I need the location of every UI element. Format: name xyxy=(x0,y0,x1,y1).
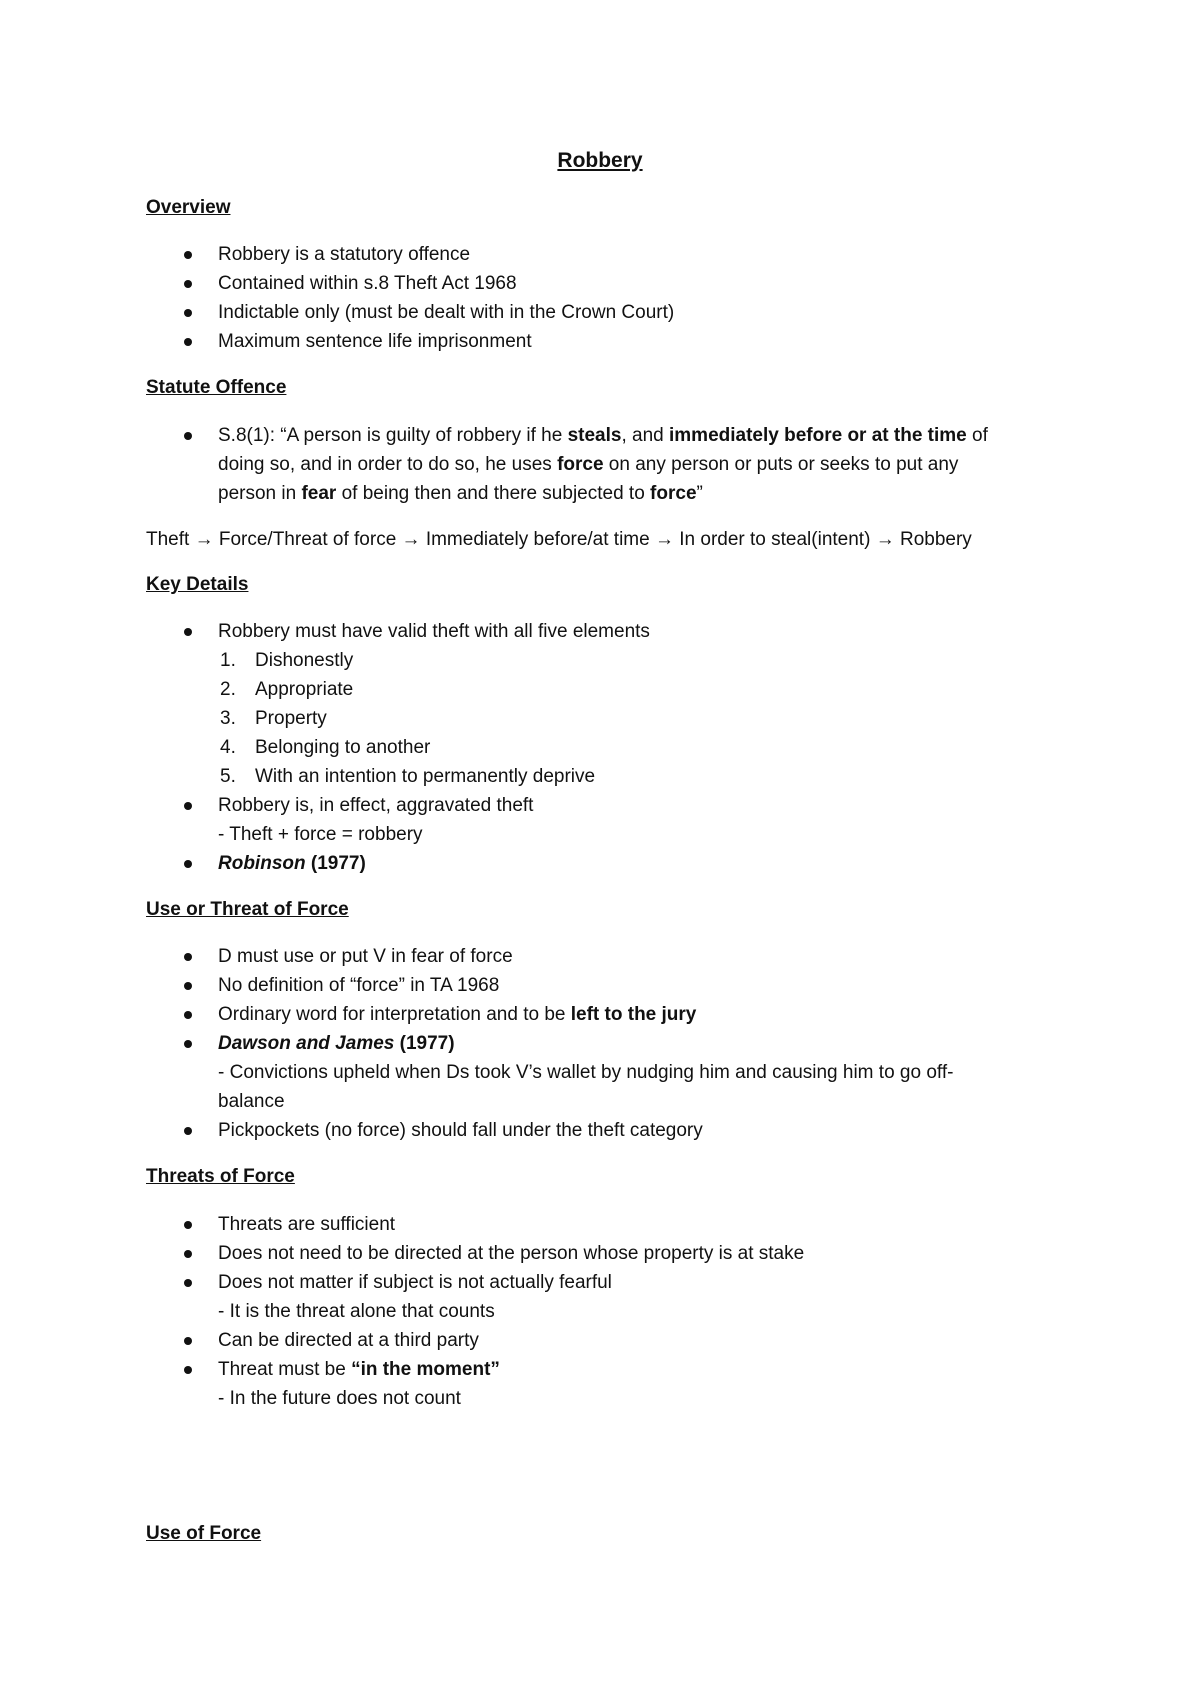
bullet-icon xyxy=(184,1040,192,1048)
bullet-icon xyxy=(184,1279,192,1287)
list-item: Maximum sentence life imprisonment xyxy=(218,331,532,352)
list-item: Indictable only (must be dealt with in the Crown Court) xyxy=(218,302,675,323)
list-item: Contained within s.8 Theft Act 1968 xyxy=(218,273,517,294)
list-item: Robbery is a statutory offence xyxy=(218,244,471,265)
heading-statute-offence: Statute Offence xyxy=(146,377,287,398)
case-citation: Dawson and James (1977) xyxy=(218,1033,455,1054)
heading-overview: Overview xyxy=(146,197,231,218)
bullet-icon xyxy=(184,1366,192,1374)
list-number: 5. xyxy=(220,766,236,787)
bullet-icon xyxy=(184,1221,192,1229)
bullet-icon xyxy=(184,628,192,636)
heading-use-or-threat-of-force: Use or Threat of Force xyxy=(146,899,349,920)
bullet-icon xyxy=(184,1337,192,1345)
arrow-right-icon: → xyxy=(875,529,895,550)
bullet-icon xyxy=(184,1127,192,1135)
list-item: Threats are sufficient xyxy=(218,1214,396,1235)
bullet-icon xyxy=(184,982,192,990)
statute-quote-line-2: doing so, and in order to do so, he uses force on any person or puts or seeks to put any xyxy=(218,454,959,475)
case-name: Robinson xyxy=(218,853,306,874)
numbered-item: With an intention to permanently deprive xyxy=(255,766,596,787)
heading-key-details: Key Details xyxy=(146,574,249,595)
numbered-item: Property xyxy=(255,708,327,729)
bullet-icon xyxy=(184,309,192,317)
list-item: D must use or put V in fear of force xyxy=(218,946,513,967)
list-item: Threat must be “in the moment” xyxy=(218,1359,500,1380)
list-subitem: balance xyxy=(218,1091,285,1112)
list-subitem: - It is the threat alone that counts xyxy=(218,1301,495,1322)
arrow-right-icon: → xyxy=(654,529,674,550)
heading-use-of-force: Use of Force xyxy=(146,1523,262,1544)
list-number: 2. xyxy=(220,679,236,700)
bullet-icon xyxy=(184,338,192,346)
list-subitem: - Theft + force = robbery xyxy=(218,824,423,845)
numbered-item: Belonging to another xyxy=(255,737,431,758)
arrow-right-icon: → xyxy=(401,529,421,550)
list-item: Robbery is, in effect, aggravated theft xyxy=(218,795,534,816)
section-ref: S.8(1): xyxy=(218,425,276,446)
list-item: No definition of “force” in TA 1968 xyxy=(218,975,500,996)
bullet-icon xyxy=(184,432,192,440)
list-number: 4. xyxy=(220,737,236,758)
list-item: Does not matter if subject is not actually fearful xyxy=(218,1272,612,1293)
bullet-icon xyxy=(184,953,192,961)
heading-threats-of-force: Threats of Force xyxy=(146,1166,295,1187)
bullet-icon xyxy=(184,251,192,259)
bullet-icon xyxy=(184,1250,192,1258)
statute-quote-line-1: S.8(1): “A person is guilty of robbery if he steals, and immediately before or at the time of xyxy=(218,425,988,446)
statute-quote-line-3: person in fear of being then and there subjected to force” xyxy=(218,483,703,504)
list-item: Pickpockets (no force) should fall under the theft category xyxy=(218,1120,703,1141)
bullet-icon xyxy=(184,1011,192,1019)
case-citation: Robinson (1977) xyxy=(218,853,366,874)
bullet-icon xyxy=(184,860,192,868)
list-subitem: - Convictions upheld when Ds took V’s wallet by nudging him and causing him to go off- xyxy=(218,1062,954,1083)
page-title: Robbery xyxy=(557,149,643,172)
numbered-item: Appropriate xyxy=(255,679,354,700)
list-item: Does not need to be directed at the person whose property is at stake xyxy=(218,1243,805,1264)
numbered-item: Dishonestly xyxy=(255,650,354,671)
list-item: Robbery must have valid theft with all five elements xyxy=(218,621,650,642)
arrow-right-icon: → xyxy=(194,529,214,550)
list-item: Can be directed at a third party xyxy=(218,1330,479,1351)
case-name: Dawson and James xyxy=(218,1033,395,1054)
list-number: 1. xyxy=(220,650,236,671)
list-item: Ordinary word for interpretation and to be left to the jury xyxy=(218,1004,697,1025)
element-flow-line: Theft → Force/Threat of force → Immediately before/at time → In order to steal(intent) → Robbery xyxy=(146,529,972,550)
bullet-icon xyxy=(184,280,192,288)
list-number: 3. xyxy=(220,708,236,729)
bullet-icon xyxy=(184,802,192,810)
list-subitem: - In the future does not count xyxy=(218,1388,461,1409)
